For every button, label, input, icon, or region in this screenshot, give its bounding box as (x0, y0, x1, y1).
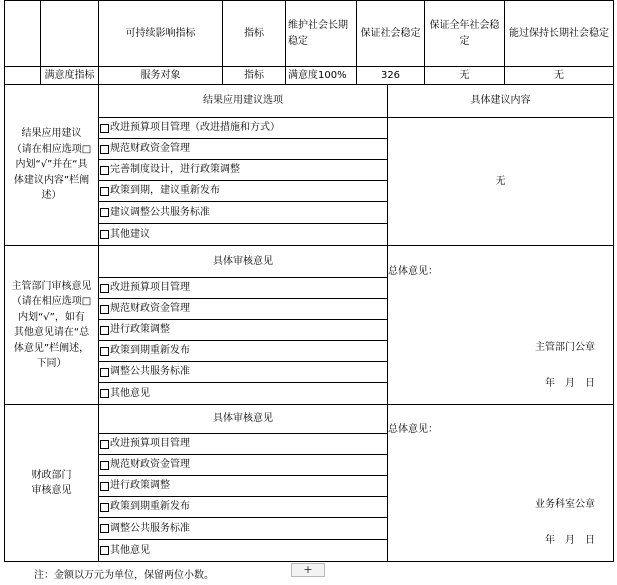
header-blank-cell-2 (40, 0, 99, 67)
add-sheet-button[interactable]: + (291, 563, 325, 577)
section3-option-5[interactable]: 调整公共服务标准 (98, 517, 388, 540)
section3-seal: 业务科室公章 (535, 499, 595, 510)
section1-option-2[interactable]: 规范财政资金管理 (98, 138, 388, 160)
checkbox-icon[interactable] (100, 461, 109, 470)
header-year-stability: 保证全年社会稳定 (424, 0, 505, 67)
section2-option-5[interactable]: 调整公共服务标准 (98, 361, 388, 383)
checkbox-icon[interactable] (100, 145, 109, 154)
footer-note: 注：金额以万元为单位，保留两位小数。 (34, 570, 214, 581)
section2-option-3[interactable]: 进行政策调整 (98, 319, 388, 341)
header-indicator-group: 可持续影响指标 (98, 0, 223, 67)
section2-seal: 主管部门公章 (535, 342, 595, 353)
satisfaction-count: 326 (356, 66, 425, 85)
checkbox-icon[interactable] (100, 546, 109, 555)
section1-options-header: 结果应用建议选项 (98, 84, 388, 118)
section1-option-5[interactable]: 建议调整公共服务标准 (98, 201, 388, 224)
checkbox-icon[interactable] (100, 124, 109, 133)
section2-option-2[interactable]: 规范财政资金管理 (98, 298, 388, 320)
section3-option-4[interactable]: 政策到期重新发布 (98, 496, 388, 518)
section2-date: 年 月 日 (545, 378, 595, 389)
header-indicator: 指标 (222, 0, 286, 67)
checkbox-icon[interactable] (100, 347, 109, 356)
satisfaction-blank-cell (4, 66, 41, 85)
section1-option-4[interactable]: 政策到期，建议重新发布 (98, 180, 388, 202)
section3-option-1[interactable]: 改进预算项目管理 (98, 433, 388, 455)
checkbox-icon[interactable] (100, 368, 109, 377)
checkbox-icon[interactable] (100, 326, 109, 335)
section1-content[interactable]: 无 (387, 117, 614, 246)
section3-date: 年 月 日 (545, 535, 595, 546)
section1-option-6[interactable]: 其他建议 (98, 223, 388, 246)
checkbox-icon[interactable] (100, 187, 109, 196)
checkbox-icon[interactable] (100, 524, 109, 533)
checkbox-icon[interactable] (100, 440, 109, 449)
checkbox-icon[interactable] (100, 166, 109, 175)
checkbox-icon[interactable] (100, 389, 109, 398)
section3-options-header: 具体审核意见 (98, 404, 388, 434)
checkbox-icon[interactable] (100, 503, 109, 512)
section1-option-3[interactable]: 完善制度设计，进行政策调整 (98, 159, 388, 181)
section2-label: 主管部门审核意见 （请在相应选项□ 内划“√”，如有 其他意见请在“总 体意见”栏阐述， 下同） (4, 245, 99, 405)
section3-overall-label: 总体意见： (388, 424, 438, 435)
section3-option-2[interactable]: 规范财政资金管理 (98, 454, 388, 476)
section2-option-1[interactable]: 改进预算项目管理 (98, 277, 388, 299)
section3-option-3[interactable]: 进行政策调整 (98, 475, 388, 497)
checkbox-icon[interactable] (100, 208, 109, 217)
header-long-stable: 能过保持长期社会稳定 (504, 0, 614, 67)
checkbox-icon[interactable] (100, 284, 109, 293)
section1-option-1[interactable]: 改进预算项目管理（改进措施和方式） (98, 117, 388, 139)
checkbox-icon[interactable] (100, 230, 109, 239)
section1-label: 结果应用建议 （请在相应选项□ 内划“√”并在“具 体建议内容”栏阐 述） (4, 84, 99, 246)
section2-options-header: 具体审核意见 (98, 245, 388, 278)
checkbox-icon[interactable] (100, 305, 109, 314)
satisfaction-long-value: 无 (504, 66, 614, 85)
section1-content-header: 具体建议内容 (387, 84, 614, 118)
section3-option-6[interactable]: 其他意见 (98, 539, 388, 562)
header-blank-cell-1 (4, 0, 41, 67)
header-long-term-stability: 维护社会长期稳定 (285, 0, 357, 67)
section2-overall-label: 总体意见： (388, 266, 438, 277)
header-social-stability: 保证社会稳定 (356, 0, 425, 67)
satisfaction-target: 服务对象 (98, 66, 223, 85)
satisfaction-year-value: 无 (424, 66, 505, 85)
section3-label: 财政部门 审核意见 (4, 404, 99, 562)
satisfaction-indicator: 指标 (222, 66, 286, 85)
checkbox-icon[interactable] (100, 482, 109, 491)
satisfaction-value: 满意度100% (285, 66, 357, 85)
satisfaction-category: 满意度指标 (40, 66, 99, 85)
section2-option-6[interactable]: 其他意见 (98, 382, 388, 405)
section2-option-4[interactable]: 政策到期重新发布 (98, 340, 388, 362)
